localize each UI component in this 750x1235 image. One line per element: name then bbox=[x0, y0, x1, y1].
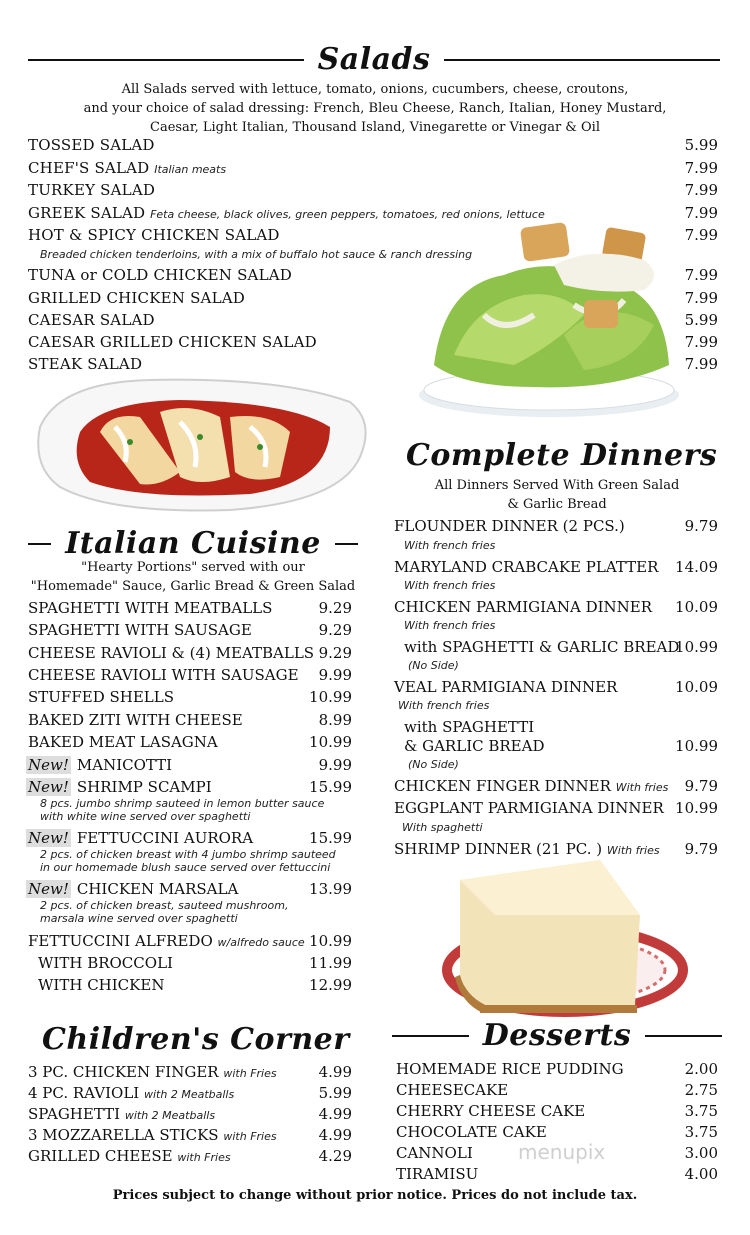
item-price: 5.99 bbox=[318, 1084, 352, 1102]
item-description: 2 pcs. of chicken breast with 4 jumbo shrimp sauteed in our homemade blush sauce served over fettuccini bbox=[40, 848, 336, 874]
item-price: 5.99 bbox=[684, 136, 718, 154]
list-item: SHRIMP DINNER (21 PC. ) With fries bbox=[394, 840, 660, 858]
item-price: 4.99 bbox=[318, 1126, 352, 1144]
list-item: CHEESE RAVIOLI WITH SAUSAGE bbox=[28, 666, 299, 684]
item-price: 9.99 bbox=[318, 666, 352, 684]
item-price: 10.99 bbox=[675, 638, 718, 656]
list-item: TURKEY SALAD bbox=[28, 181, 156, 199]
list-item: TUNA or COLD CHICKEN SALAD bbox=[28, 266, 293, 284]
item-description: 8 pcs. jumbo shrimp sauteed in lemon butter sauce with white wine served over spaghetti bbox=[40, 797, 325, 823]
list-item: VEAL PARMIGIANA DINNER bbox=[394, 678, 618, 696]
list-item: CAESAR SALAD bbox=[28, 311, 155, 329]
item-description: 2 pcs. of chicken breast, sauteed mushroom, marsala wine served over spaghetti bbox=[40, 899, 289, 925]
item-price: 9.99 bbox=[318, 756, 352, 774]
list-item: CHEESECAKE bbox=[396, 1081, 509, 1099]
list-item: SPAGHETTI WITH MEATBALLS bbox=[28, 599, 273, 617]
list-item: CANNOLI bbox=[396, 1144, 473, 1162]
item-price: 4.00 bbox=[684, 1165, 718, 1183]
list-item: GRILLED CHEESE with Fries bbox=[28, 1147, 231, 1165]
item-price: 14.09 bbox=[675, 558, 718, 576]
new-badge: New! bbox=[28, 778, 69, 796]
item-price: 10.09 bbox=[675, 598, 718, 616]
list-item: WITH CHICKEN bbox=[38, 976, 165, 994]
list-item: HOT & SPICY CHICKEN SALAD bbox=[28, 226, 280, 244]
salads-header bbox=[28, 42, 720, 77]
item-price: 5.99 bbox=[684, 311, 718, 329]
list-item: BAKED ZITI WITH CHEESE bbox=[28, 711, 243, 729]
italian-intro: "Hearty Portions" served with our "Homemade" Sauce, Garlic Bread & Green Salad bbox=[30, 560, 356, 594]
item-price: 7.99 bbox=[684, 159, 718, 177]
item-price: 10.99 bbox=[675, 737, 718, 755]
manicotti-photo bbox=[30, 372, 375, 517]
list-item: CHERRY CHEESE CAKE bbox=[396, 1102, 586, 1120]
item-price: 7.99 bbox=[684, 355, 718, 373]
list-item: New! CHICKEN MARSALA bbox=[28, 880, 239, 898]
list-item: New! FETTUCCINI AURORA bbox=[28, 829, 254, 847]
list-item: FLOUNDER DINNER (2 PCS.) bbox=[394, 517, 625, 535]
dinners-header bbox=[392, 438, 722, 473]
list-item: with SPAGHETTI bbox=[404, 718, 535, 736]
dinners-intro: All Dinners Served With Green Salad & Garlic Bread bbox=[434, 478, 680, 512]
list-item: CHOCOLATE CAKE bbox=[396, 1123, 547, 1141]
item-description: With french fries bbox=[404, 539, 496, 552]
footer-note: Prices subject to change without prior notice. Prices do not include tax. bbox=[112, 1188, 638, 1203]
item-price: 7.99 bbox=[684, 333, 718, 351]
item-price: 15.99 bbox=[309, 778, 352, 796]
new-badge: New! bbox=[28, 829, 69, 847]
item-price: 9.29 bbox=[318, 599, 352, 617]
item-description: (No Side) bbox=[408, 758, 459, 771]
italian-header bbox=[28, 526, 358, 561]
item-description: Breaded chicken tenderloins, with a mix of buffalo hot sauce & ranch dressing bbox=[40, 248, 473, 261]
list-item: CHEESE RAVIOLI & (4) MEATBALLS bbox=[28, 644, 315, 662]
desserts-header bbox=[392, 1018, 722, 1053]
list-item: 3 MOZZARELLA STICKS with Fries bbox=[28, 1126, 277, 1144]
item-price: 7.99 bbox=[684, 204, 718, 222]
item-description: With french fries bbox=[404, 579, 496, 592]
item-price: 2.00 bbox=[684, 1060, 718, 1078]
children-header bbox=[28, 1022, 358, 1057]
item-price: 12.99 bbox=[309, 976, 352, 994]
list-item: CHEF'S SALAD Italian meats bbox=[28, 159, 227, 177]
item-price: 3.00 bbox=[684, 1144, 718, 1162]
list-item: SPAGHETTI WITH SAUSAGE bbox=[28, 621, 252, 639]
watermark: menupix bbox=[518, 1140, 606, 1164]
list-item: New! MANICOTTI bbox=[28, 756, 173, 774]
list-item: BAKED MEAT LASAGNA bbox=[28, 733, 218, 751]
new-badge: New! bbox=[28, 756, 69, 774]
item-price: 3.75 bbox=[684, 1123, 718, 1141]
salad-photo bbox=[414, 195, 680, 420]
salads-title: Salads bbox=[317, 42, 431, 77]
list-item: EGGPLANT PARMIGIANA DINNER bbox=[394, 799, 664, 817]
item-price: 9.79 bbox=[684, 517, 718, 535]
item-price: 9.79 bbox=[684, 777, 718, 795]
item-price: 7.99 bbox=[684, 289, 718, 307]
item-price: 8.99 bbox=[318, 711, 352, 729]
new-badge: New! bbox=[28, 880, 69, 898]
item-price: 13.99 bbox=[309, 880, 352, 898]
item-description: (No Side) bbox=[408, 659, 459, 672]
italian-title: Italian Cuisine bbox=[65, 526, 321, 561]
list-item: 4 PC. RAVIOLI with 2 Meatballs bbox=[28, 1084, 235, 1102]
list-item: New! SHRIMP SCAMPI bbox=[28, 778, 212, 796]
list-item: STUFFED SHELLS bbox=[28, 688, 174, 706]
item-price: 9.29 bbox=[318, 621, 352, 639]
item-description: With french fries bbox=[404, 619, 496, 632]
item-price: 10.99 bbox=[309, 932, 352, 950]
item-price: 4.99 bbox=[318, 1105, 352, 1123]
list-item: CHICKEN PARMIGIANA DINNER bbox=[394, 598, 653, 616]
item-price: 10.99 bbox=[309, 733, 352, 751]
item-price: 10.99 bbox=[675, 799, 718, 817]
list-item: GREEK SALAD Feta cheese, black olives, green peppers, tomatoes, red onions, lettuce bbox=[28, 204, 545, 222]
item-price: 7.99 bbox=[684, 181, 718, 199]
item-description: With french fries bbox=[398, 699, 490, 712]
list-item: MARYLAND CRABCAKE PLATTER bbox=[394, 558, 659, 576]
list-item: CAESAR GRILLED CHICKEN SALAD bbox=[28, 333, 317, 351]
list-item: 3 PC. CHICKEN FINGER with Fries bbox=[28, 1063, 277, 1081]
list-item: TIRAMISU bbox=[396, 1165, 479, 1183]
cheesecake-photo bbox=[425, 855, 690, 1020]
item-price: 10.99 bbox=[309, 688, 352, 706]
item-price: 3.75 bbox=[684, 1102, 718, 1120]
list-item: GRILLED CHICKEN SALAD bbox=[28, 289, 246, 307]
dinners-title: Complete Dinners bbox=[406, 438, 718, 473]
item-price: 11.99 bbox=[309, 954, 352, 972]
list-item: CHICKEN FINGER DINNER With fries bbox=[394, 777, 669, 795]
list-item: HOMEMADE RICE PUDDING bbox=[396, 1060, 624, 1078]
item-price: 9.29 bbox=[318, 644, 352, 662]
item-price: 10.09 bbox=[675, 678, 718, 696]
list-item: STEAK SALAD bbox=[28, 355, 143, 373]
list-item: FETTUCCINI ALFREDO w/alfredo sauce bbox=[28, 932, 305, 950]
item-description: With spaghetti bbox=[402, 821, 483, 834]
desserts-title: Desserts bbox=[482, 1018, 632, 1053]
list-item: TOSSED SALAD bbox=[28, 136, 155, 154]
list-item: & GARLIC BREAD bbox=[404, 737, 545, 755]
item-price: 4.29 bbox=[318, 1147, 352, 1165]
item-price: 9.79 bbox=[684, 840, 718, 858]
list-item: with SPAGHETTI & GARLIC BREAD bbox=[404, 638, 680, 656]
children-title: Children's Corner bbox=[42, 1022, 350, 1057]
item-price: 15.99 bbox=[309, 829, 352, 847]
salads-intro: All Salads served with lettuce, tomato, onions, cucumbers, cheese, croutons, and your choice of salad dressing: French, Bleu Cheese, Ranch, Italian, Honey Mustard, Caesar, Light Italian, Thousand Island, Vinegarette or Vinegar & Oil bbox=[83, 82, 667, 135]
item-price: 7.99 bbox=[684, 266, 718, 284]
item-price: 4.99 bbox=[318, 1063, 352, 1081]
item-price: 7.99 bbox=[684, 226, 718, 244]
list-item: WITH BROCCOLI bbox=[38, 954, 173, 972]
list-item: SPAGHETTI with 2 Meatballs bbox=[28, 1105, 216, 1123]
item-price: 2.75 bbox=[684, 1081, 718, 1099]
